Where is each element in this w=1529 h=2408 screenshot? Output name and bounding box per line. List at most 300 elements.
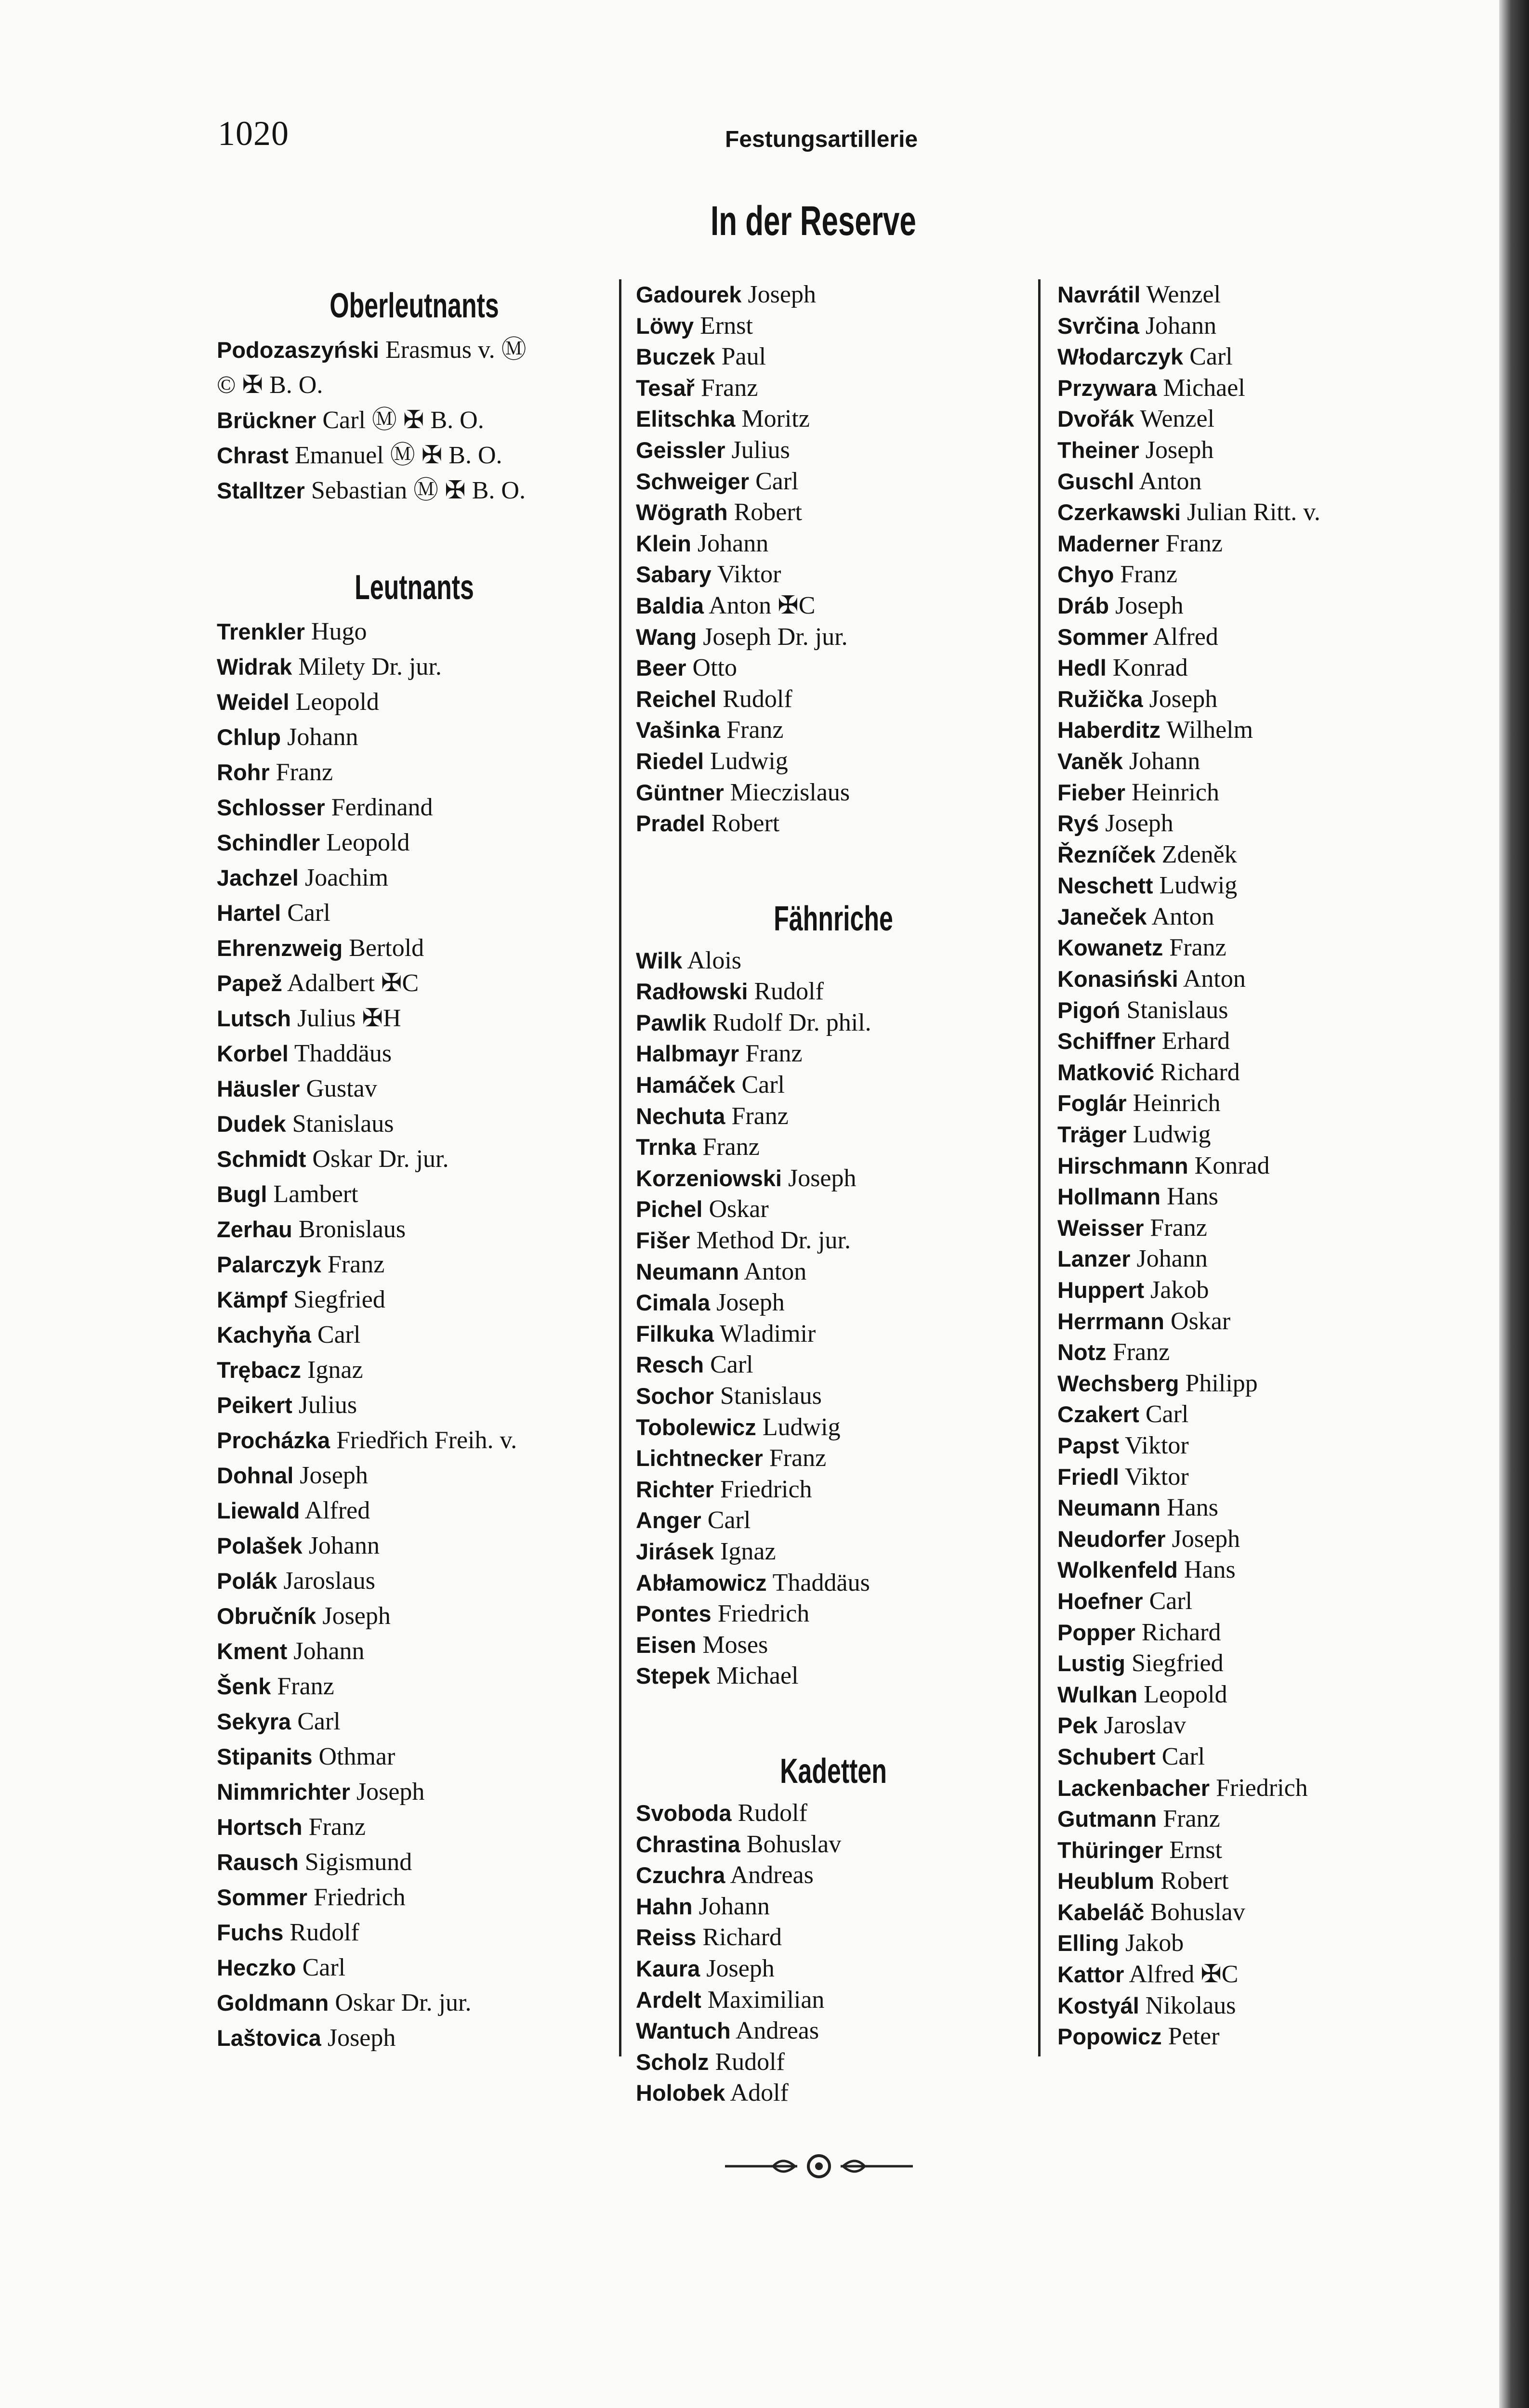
surname: Eisen [636, 1632, 697, 1658]
surname: Elitschka [636, 406, 736, 432]
surname: Fuchs [217, 1920, 284, 1945]
surname: Kowanetz [1057, 935, 1163, 961]
column-rule [1038, 279, 1041, 2056]
list-item [217, 1423, 612, 1458]
surname: Nimmrichter [217, 1779, 350, 1805]
surname: Pawlik [636, 1009, 707, 1035]
given-names: Oskar [702, 1195, 769, 1223]
list-item [1057, 466, 1443, 497]
list-item [1057, 1835, 1443, 1866]
list-item [217, 1669, 612, 1704]
given-names: Bronislaus [292, 1216, 406, 1243]
surname: Lackenbacher [1057, 1775, 1210, 1801]
surname: Anger [636, 1507, 701, 1533]
surname: Kabeláč [1057, 1899, 1145, 1925]
given-names: Johann [302, 1532, 380, 1559]
given-names: Carl [1143, 1587, 1193, 1615]
column-rule [619, 279, 621, 2056]
list-item [1057, 932, 1443, 964]
list-item [1057, 777, 1443, 809]
list-item [636, 777, 1031, 809]
given-names: Nikolaus [1139, 1991, 1236, 2019]
given-names: Joseph [741, 281, 816, 308]
list-item [636, 1536, 1031, 1568]
list-item [217, 755, 612, 790]
list-item [636, 1953, 1031, 1985]
middle-column [636, 279, 1031, 2109]
surname: Tobolewicz [636, 1414, 756, 1440]
given-names: Friedrich [1210, 1774, 1308, 1802]
surname: Stalltzer [217, 478, 305, 503]
list-item [1057, 1492, 1443, 1524]
given-names: Joseph [1109, 591, 1184, 619]
given-names: Friedrich [307, 1884, 406, 1911]
surname: Jachzel [217, 865, 299, 890]
surname: Konasiński [1057, 966, 1178, 992]
surname: Träger [1057, 1122, 1127, 1148]
surname: Ryś [1057, 811, 1099, 837]
surname: Wantuch [636, 2018, 731, 2044]
list-item [636, 1101, 1031, 1132]
given-names: Anton [1147, 903, 1214, 930]
surname: Dudek [217, 1111, 286, 1137]
surname: Heublum [1057, 1868, 1155, 1894]
list-item [1057, 1555, 1443, 1586]
list-item [217, 1212, 612, 1247]
list-item [217, 473, 612, 508]
list-item [1057, 1213, 1443, 1244]
surname: Herrmann [1057, 1308, 1165, 1334]
surname: Trnka [636, 1134, 697, 1160]
surname: Heczko [217, 1955, 296, 1980]
given-names: Carl [749, 467, 799, 495]
given-names: Leopold [1137, 1680, 1227, 1708]
surname: Tesař [636, 375, 695, 401]
given-names: Carl [735, 1071, 785, 1099]
surname: Pek [1057, 1713, 1098, 1739]
surname: Gutmann [1057, 1806, 1157, 1832]
list-item [636, 1038, 1031, 1070]
given-names: Bohuslav [1144, 1898, 1245, 1926]
list-item [1057, 1679, 1443, 1711]
surname: Przywara [1057, 375, 1157, 401]
list-item [636, 497, 1031, 528]
given-names: Anton [739, 1257, 807, 1285]
given-names: Jaroslaus [277, 1567, 376, 1595]
surname: Popper [1057, 1619, 1135, 1645]
surname: Chrast [217, 443, 289, 468]
surname: Czuchra [636, 1862, 725, 1888]
list-item [217, 1387, 612, 1423]
list-item [636, 1860, 1031, 1891]
list-item [217, 1071, 612, 1106]
list-item [1057, 995, 1443, 1026]
given-names: Rudolf [709, 2048, 785, 2076]
list-item [217, 403, 612, 438]
list-item [1057, 559, 1443, 590]
given-names: © ✠ B. O. [217, 371, 323, 399]
list-item [636, 1922, 1031, 1953]
list-item [1057, 1368, 1443, 1400]
given-names: Julius ✠H [291, 1005, 401, 1032]
list-item [217, 649, 612, 684]
given-names: Hans [1177, 1556, 1236, 1584]
given-names: Thaddäus [766, 1569, 870, 1597]
surname: Lichtnecker [636, 1445, 763, 1471]
given-names: Johann [281, 723, 358, 751]
given-names: Carl [281, 899, 330, 927]
given-names: Stanislaus [1120, 996, 1228, 1024]
list-item [636, 2015, 1031, 2047]
kadetten-heading: Kadetten [780, 1752, 887, 1791]
list-item [1057, 279, 1443, 311]
given-names: Anton [1134, 467, 1202, 495]
surname: Svoboda [636, 1800, 732, 1826]
surname: Trenkler [217, 619, 305, 644]
surname: Procházka [217, 1427, 330, 1453]
surname: Kment [217, 1638, 288, 1664]
given-names: Konrad [1188, 1152, 1270, 1179]
list-item [217, 825, 612, 860]
given-names: Richard [1154, 1058, 1240, 1086]
ornament-divider-icon [725, 2152, 913, 2181]
surname: Lanzer [1057, 1246, 1131, 1272]
surname: Kämpf [217, 1287, 288, 1312]
given-names: Carl [291, 1708, 341, 1735]
given-names: Othmar [312, 1743, 395, 1770]
list-item [217, 367, 612, 403]
given-names: Franz [1163, 934, 1226, 962]
list-item [1057, 590, 1443, 622]
given-names: Erhard [1155, 1027, 1230, 1055]
surname: Beer [636, 655, 686, 681]
list-item [636, 1319, 1031, 1350]
given-names: Oskar Dr. jur. [329, 1989, 472, 2016]
given-names: Stanislaus [286, 1110, 394, 1138]
given-names: Siegfried [1125, 1649, 1224, 1677]
surname: Bugl [217, 1181, 267, 1207]
given-names: Bertold [343, 934, 424, 962]
surname: Schmidt [217, 1146, 306, 1172]
surname: Kostyál [1057, 1992, 1139, 2018]
surname: Pontes [636, 1601, 712, 1627]
list-item [217, 1528, 612, 1563]
list-item [1057, 839, 1443, 871]
given-names: Emanuel Ⓜ ✠ B. O. [288, 442, 502, 469]
section-title: In der Reserve [711, 198, 916, 244]
surname: Palarczyk [217, 1252, 321, 1277]
given-names: Sebastian Ⓜ ✠ B. O. [304, 477, 526, 504]
list-item [1057, 1804, 1443, 1835]
list-item [1057, 1866, 1443, 1897]
given-names: Ignaz [714, 1537, 776, 1565]
list-item [217, 614, 612, 649]
given-names: Maximilian [701, 1986, 825, 2014]
spacer [636, 1692, 1031, 1745]
surname: Lustig [1057, 1650, 1125, 1676]
given-names: Franz [1106, 1338, 1170, 1366]
given-names: Joseph [710, 1289, 785, 1317]
given-names: Siegfried [287, 1286, 385, 1313]
list-item [217, 790, 612, 825]
given-names: Ernst [1163, 1836, 1223, 1864]
given-names: Zdeněk [1155, 840, 1237, 868]
list-item [1057, 1710, 1443, 1741]
list-item [1057, 404, 1443, 435]
surname: Resch [636, 1352, 704, 1378]
given-names: Bohuslav [740, 1830, 842, 1858]
surname: Goldmann [217, 1990, 329, 2015]
list-item [217, 1282, 612, 1317]
list-item [217, 1739, 612, 1774]
surname: Elling [1057, 1930, 1119, 1956]
surname: Baldia [636, 592, 704, 618]
list-item [636, 341, 1031, 373]
given-names: Joseph [350, 1778, 425, 1806]
list-item [636, 1661, 1031, 1692]
given-names: Franz [269, 759, 333, 786]
list-item [636, 1256, 1031, 1288]
surname: Geissler [636, 437, 725, 463]
given-names: Rudolf [283, 1919, 359, 1946]
list-item [217, 1317, 612, 1352]
surname: Jirásek [636, 1538, 714, 1564]
left-column [217, 279, 612, 2055]
list-item [217, 2020, 612, 2055]
surname: Svrčina [1057, 313, 1139, 339]
given-names: Anton ✠C [704, 591, 816, 619]
given-names: Carl [1155, 1742, 1205, 1770]
given-names: Alfred ✠C [1124, 1961, 1239, 1989]
surname: Stipanits [217, 1744, 313, 1769]
given-names: Milety Dr. jur. [292, 653, 442, 681]
given-names: Carl [701, 1506, 751, 1534]
given-names: Lambert [267, 1180, 358, 1208]
list-item [1057, 622, 1443, 653]
list-item [636, 1891, 1031, 1923]
surname: Pichel [636, 1196, 703, 1222]
surname: Buczek [636, 344, 715, 370]
given-names: Franz [739, 1040, 803, 1068]
list-item [636, 1225, 1031, 1256]
surname: Schindler [217, 830, 320, 855]
surname: Janeček [1057, 903, 1147, 929]
list-item [636, 1349, 1031, 1381]
surname: Neumann [1057, 1495, 1161, 1521]
list-item [1057, 1399, 1443, 1430]
given-names: Ludwig [756, 1413, 841, 1441]
surname: Navrátil [1057, 282, 1141, 307]
list-item [636, 653, 1031, 684]
list-item [636, 466, 1031, 497]
given-names: Carl [1139, 1400, 1189, 1428]
list-item [1057, 435, 1443, 466]
given-names: Rudolf Dr. phil. [706, 1008, 871, 1036]
given-names: Johann [1139, 312, 1217, 340]
surname: Schiffner [1057, 1028, 1156, 1054]
list-item [1057, 1524, 1443, 1555]
surname: Weidel [217, 689, 290, 715]
given-names: Franz [1157, 1805, 1220, 1833]
surname: Foglár [1057, 1090, 1127, 1116]
running-head: Festungsartillerie [725, 127, 918, 152]
list-item [1057, 1990, 1443, 2022]
list-item [1057, 902, 1443, 933]
list-item [636, 684, 1031, 715]
list-item [217, 1598, 612, 1634]
given-names: Johann [1130, 1245, 1208, 1273]
surname: Wulkan [1057, 1681, 1138, 1707]
spacer [217, 508, 612, 561]
list-item [1057, 808, 1443, 839]
given-names: Moses [696, 1631, 768, 1659]
given-names: Hugo [304, 618, 367, 645]
given-names: Adalbert ✠C [282, 969, 419, 997]
surname: Wolkenfeld [1057, 1557, 1178, 1583]
list-item [1057, 1119, 1443, 1151]
list-item [636, 1505, 1031, 1536]
surname: Nechuta [636, 1103, 725, 1129]
list-item [636, 373, 1031, 404]
given-names: Richard [1135, 1618, 1221, 1646]
given-names: Robert [1154, 1867, 1229, 1895]
list-item [1057, 311, 1443, 342]
oberleutnants-heading: Oberleutnants [330, 287, 499, 325]
list-item [217, 930, 612, 966]
list-item [636, 1474, 1031, 1505]
given-names: Joseph [321, 2024, 396, 2052]
leutnants-list [217, 614, 612, 2055]
given-names: Julius [292, 1391, 357, 1419]
list-item [217, 1809, 612, 1845]
surname: Abłamowicz [636, 1570, 767, 1596]
given-names: Michael [1157, 374, 1245, 402]
surname: Reichel [636, 686, 717, 712]
list-item [217, 1001, 612, 1036]
list-item [636, 2078, 1031, 2109]
given-names: Joseph [1165, 1525, 1240, 1553]
list-item [636, 715, 1031, 746]
surname: Notz [1057, 1339, 1107, 1365]
surname: Häusler [217, 1076, 300, 1101]
given-names: Joseph [293, 1462, 368, 1489]
list-item [636, 435, 1031, 466]
given-names: Stanislaus [713, 1382, 822, 1410]
list-item [636, 1132, 1031, 1163]
given-names: Rudolf [731, 1799, 807, 1827]
surname: Rausch [217, 1849, 299, 1875]
given-names: Johann [692, 1892, 770, 1920]
list-item [217, 966, 612, 1001]
given-names: Franz [696, 1133, 760, 1161]
surname: Włodarczyk [1057, 344, 1184, 370]
oberleutnants-list [217, 332, 612, 508]
surname: Polák [217, 1568, 277, 1594]
surname: Cimala [636, 1290, 711, 1316]
given-names: Moritz [735, 405, 810, 433]
given-names: Joseph [316, 1602, 391, 1630]
list-item [1057, 1462, 1443, 1493]
list-item [1057, 1586, 1443, 1617]
surname: Riedel [636, 748, 704, 774]
list-item [217, 1493, 612, 1528]
given-names: Andreas [730, 2017, 819, 2045]
surname: Huppert [1057, 1277, 1145, 1303]
surname: Holobek [636, 2080, 725, 2106]
given-names: Hans [1160, 1494, 1219, 1522]
surname: Wögrath [636, 499, 728, 525]
surname: Weisser [1057, 1215, 1144, 1241]
list-item [217, 1774, 612, 1809]
surname: Wilk [636, 947, 683, 973]
list-item [636, 559, 1031, 590]
surname: Hortsch [217, 1814, 303, 1840]
surname: Pigoń [1057, 997, 1120, 1023]
surname: Hahn [636, 1893, 693, 1919]
given-names: Franz [1159, 529, 1223, 557]
given-names: Michael [710, 1662, 799, 1690]
list-item [636, 1829, 1031, 1860]
list-item [1057, 1430, 1443, 1462]
given-names: Philipp [1179, 1369, 1258, 1397]
list-item [1057, 373, 1443, 404]
surname: Hollmann [1057, 1184, 1161, 1210]
given-names: Ludwig [1126, 1121, 1211, 1149]
surname: Czerkawski [1057, 499, 1181, 525]
surname: Ardelt [636, 1987, 701, 2013]
list-item [217, 1352, 612, 1387]
leutnants-heading: Leutnants [355, 568, 474, 607]
given-names: Franz [725, 1102, 789, 1130]
page-number: 1020 [218, 114, 289, 153]
surname: Papež [217, 970, 282, 996]
list-item [636, 1287, 1031, 1319]
surname: Dohnal [217, 1463, 294, 1488]
surname: Richter [636, 1476, 714, 1502]
given-names: Leopold [289, 688, 379, 716]
surname: Papst [1057, 1432, 1119, 1458]
list-item [1057, 1959, 1443, 1990]
surname: Klein [636, 530, 691, 556]
surname: Fišer [636, 1228, 690, 1254]
list-item [636, 622, 1031, 653]
surname: Hamáček [636, 1072, 736, 1098]
list-item [636, 1443, 1031, 1474]
surname: Laštovica [217, 2025, 321, 2051]
list-item [1057, 1337, 1443, 1368]
list-item [1057, 1151, 1443, 1182]
surname: Lutsch [217, 1006, 291, 1031]
surname: Řezníček [1057, 841, 1156, 867]
surname: Ružička [1057, 686, 1143, 712]
surname: Halbmayr [636, 1041, 739, 1067]
given-names: Friedrich [713, 1475, 812, 1503]
given-names: Franz [302, 1813, 366, 1841]
list-item [217, 895, 612, 930]
given-names: Heinrich [1126, 1089, 1221, 1117]
list-item [1057, 715, 1443, 746]
surname: Haberditz [1057, 717, 1161, 743]
surname: Schlosser [217, 795, 325, 820]
surname: Schubert [1057, 1743, 1156, 1769]
surname: Brückner [217, 407, 316, 433]
given-names: Franz [271, 1673, 334, 1700]
list-item [636, 976, 1031, 1008]
list-item [1057, 1741, 1443, 1773]
given-names: Wilhelm [1160, 716, 1253, 744]
list-item [1057, 1275, 1443, 1306]
given-names: Otto [686, 654, 737, 682]
